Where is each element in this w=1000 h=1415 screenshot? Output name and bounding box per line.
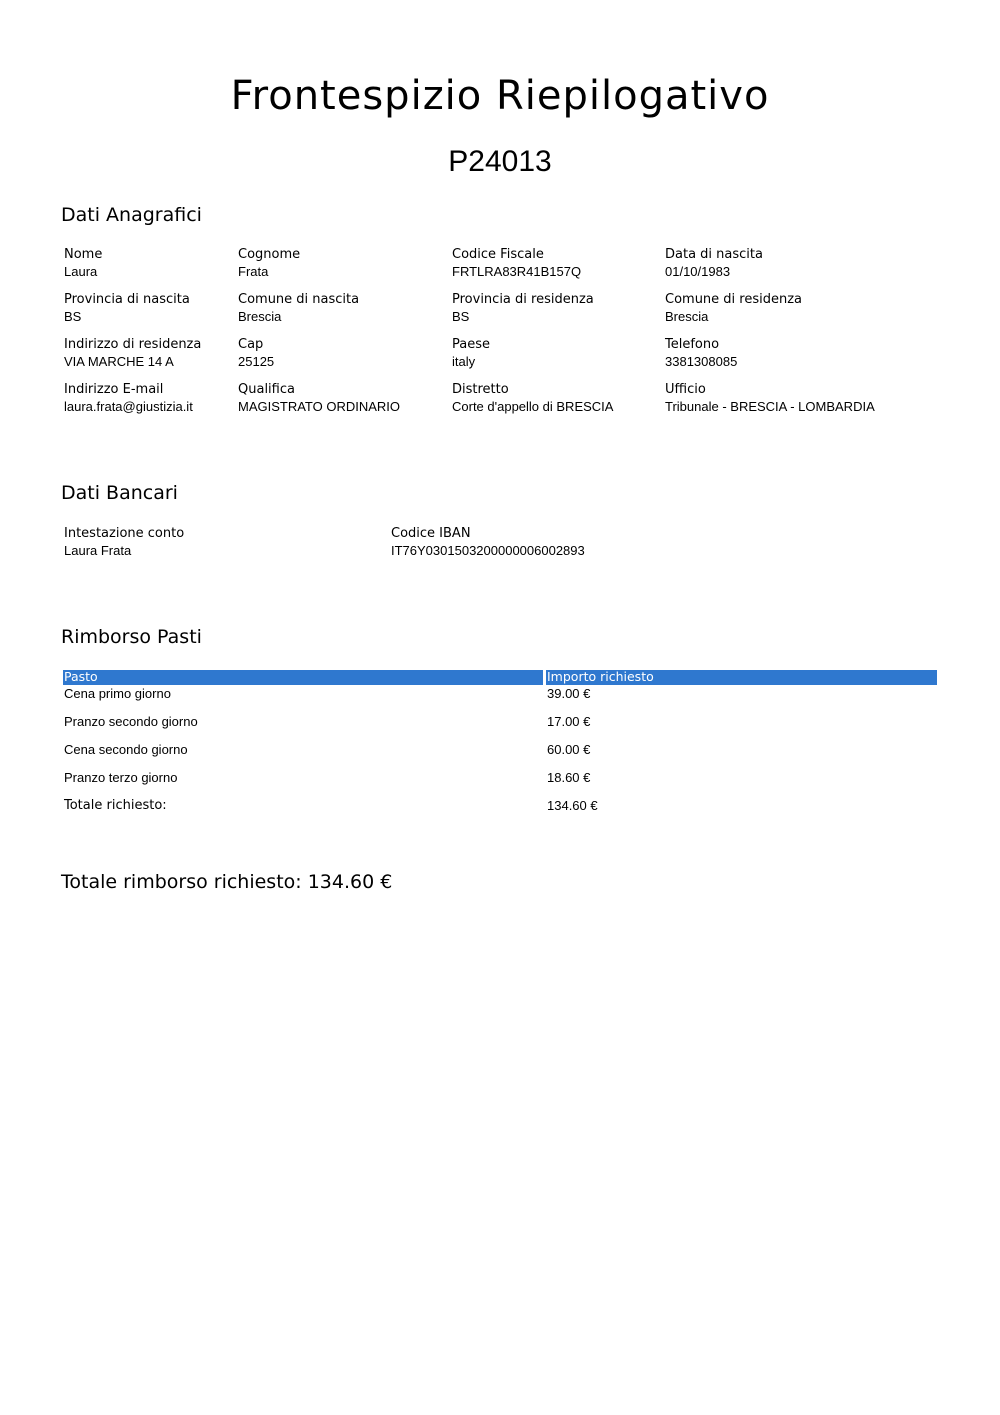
field-value: BS (64, 309, 82, 324)
field-indirizzo-residenza (64, 336, 201, 370)
total-amount: 134.60 € (547, 798, 598, 813)
field-intestazione-conto (64, 525, 184, 559)
meal-name: Pranzo secondo giorno (64, 714, 198, 729)
field-label: Intestazione conto (64, 526, 185, 541)
field-nome (64, 246, 102, 280)
field-value: Frata (238, 264, 269, 279)
field-cap (238, 336, 274, 370)
meal-name: Pranzo terzo giorno (64, 770, 178, 785)
field-value: MAGISTRATO ORDINARIO (238, 399, 401, 414)
document-title: Frontespizio Riepilogativo (230, 73, 770, 119)
section-title-anagrafici: Dati Anagrafici (61, 204, 202, 226)
field-ufficio (665, 381, 875, 415)
field-value: italy (452, 354, 476, 369)
field-label: Cognome (238, 247, 301, 262)
field-label: Ufficio (665, 382, 706, 397)
field-label: Provincia di residenza (452, 292, 594, 307)
field-value: IT76Y0301503200000006002893 (391, 543, 585, 558)
section-title-pasti: Rimborso Pasti (61, 626, 202, 648)
field-value: Laura (64, 264, 98, 279)
field-codice-iban (391, 525, 585, 559)
field-value: 3381308085 (665, 354, 738, 369)
field-provincia-residenza (452, 291, 594, 325)
field-value: 25125 (238, 354, 275, 369)
field-label: Codice Fiscale (452, 247, 544, 262)
meal-name: Cena primo giorno (64, 686, 171, 701)
section-title-bancari: Dati Bancari (61, 482, 178, 504)
field-value: Brescia (665, 309, 709, 324)
field-label: Telefono (665, 337, 720, 352)
field-label: Indirizzo E-mail (64, 382, 164, 397)
field-label: Paese (452, 337, 490, 352)
total-label: Totale richiesto: (64, 798, 167, 813)
field-label: Data di nascita (665, 247, 763, 262)
field-value: Brescia (238, 309, 282, 324)
field-value: Laura Frata (64, 543, 132, 558)
field-label: Provincia di nascita (64, 292, 190, 307)
field-email (64, 381, 193, 415)
table-row (64, 685, 934, 702)
meal-amount: 17.00 € (547, 714, 591, 729)
field-value: Tribunale - BRESCIA - LOMBARDIA (665, 399, 875, 414)
field-distretto (452, 381, 613, 415)
field-label: Comune di residenza (665, 292, 803, 307)
meal-amount: 18.60 € (547, 770, 591, 785)
table-row (64, 713, 934, 730)
field-value: Corte d'appello di BRESCIA (452, 399, 614, 414)
meals-table-header (63, 670, 937, 685)
field-qualifica (238, 381, 400, 415)
field-value: 01/10/1983 (665, 264, 731, 279)
meal-amount: 39.00 € (547, 686, 591, 701)
field-codice-fiscale (452, 246, 581, 280)
table-row (64, 769, 934, 786)
field-cognome (238, 246, 300, 280)
field-value: BS (452, 309, 470, 324)
field-label: Cap (238, 337, 264, 352)
field-label: Codice IBAN (391, 526, 471, 541)
field-telefono (665, 336, 737, 370)
field-label: Indirizzo di residenza (64, 337, 202, 352)
grand-total: Totale rimborso richiesto: 134.60 € (61, 871, 393, 893)
document-code: P24013 (448, 145, 552, 178)
field-comune-residenza (665, 291, 802, 325)
meal-amount: 60.00 € (547, 742, 591, 757)
table-row (64, 741, 934, 758)
field-label: Comune di nascita (238, 292, 360, 307)
field-label: Qualifica (238, 382, 295, 397)
field-comune-nascita (238, 291, 359, 325)
field-paese (452, 336, 490, 370)
header-pasto: Pasto (63, 670, 543, 685)
total-row (64, 797, 934, 814)
field-label: Distretto (452, 382, 509, 397)
header-importo: Importo richiesto (546, 670, 937, 685)
field-provincia-nascita (64, 291, 190, 325)
meal-name: Cena secondo giorno (64, 742, 188, 757)
field-value: VIA MARCHE 14 A (64, 354, 174, 369)
field-value: laura.frata@giustizia.it (64, 399, 193, 414)
field-label: Nome (64, 247, 103, 262)
field-data-nascita (665, 246, 763, 280)
field-value: FRTLRA83R41B157Q (452, 264, 582, 279)
